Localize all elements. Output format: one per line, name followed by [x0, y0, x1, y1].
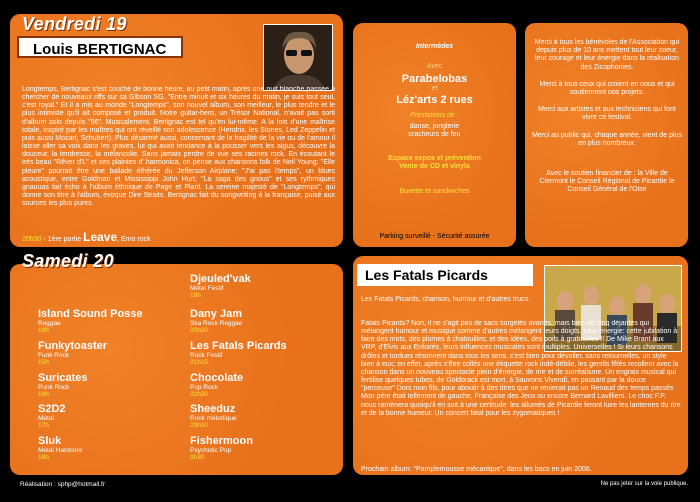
lineup-act — [190, 308, 242, 334]
prestations-text: danse, jonglerie cracheurs de feu — [408, 122, 461, 139]
fatals-name: Les Fatals Picards — [365, 267, 488, 283]
act-time: 19h — [190, 292, 201, 299]
prestations-label: Prestations de : — [410, 111, 459, 119]
bertignac-bio: Longtemps, Bertignac s'est couché de bonne heure, au petit matin, après une nuit blanche passée à chercher de nouveaux riffs sur sa Gibson SG. "Entre minuit et six heures du matin, je suis tout seul, c'est royal." Et il a mis au monde "Longtemps", son nouvel album, son meilleur, le plus tendre et le plus intimiste qu'il ait composé et produit. Notre guitar-hero, un Trésor National, n'avait pas sorti d'album solo depuis "96". Musicalement, Bertignac est tel qu'en lui-même. A la fois d'une maîtrise totale, inspiré par les maîtres qui ont réveillé son adolescence (Hendrix, les Stones, Led Zeppelin et puis aussi Mozart, Schubert). Plus désarmé aussi, concernant de la fragilité de la vie ou de l'amour il laisse aller sa voix dans les graves, lui qui avait tendance à la pousser vers les aigus, découvre la douceur, la tendresse, la mélancolie. Sans jamais perdre de vue ses racines rock. En écoutant le très beau "Rêver d'L" et ses plaintes d' harmonica, on pense aux chansons folk de Neil Young; "Elle pleure" pourrait être une ballade éthérée du Jefferson Airplane; "J'ai pas l'temps", un blues acoustique, entre Goldman et Mississippi John Hurt; "La saga des gnous" et ses rythmiques gnaouas fait écho à l'album éthnique de Page et Plant. La sereine majesté de "Longtemps", qui donne son titre à l'album, évoque Dire Straits. Bertignac fait du songwriting à la française, puisé aux sources les plus pures. — [22, 86, 335, 208]
act-name: Chocolate — [190, 372, 244, 384]
act-name: Funkytoaster — [38, 340, 108, 352]
lineup-act — [190, 273, 251, 299]
act-name: Suricates — [38, 372, 88, 384]
act-genre: Ska Rock Reggae — [190, 320, 243, 327]
fatals-bio: Fatals Picards? Non, il ne s'agit pas de sacs surgelés avariés, mais bien de cinq déjantés qui mélangent humour et musique comme d'autres mélangent leurs doigts. Leur énergie: cette jubilation à faire des mots, des plumes à chatouilles; et des idées, des poils à gratouilles !! De Mike Brant aux VRP, d'Elvis aux Enfoirés, leurs influences musicales sont multiples. Universelles ! Si leurs chansons drôles et tordues résonnent dans tous les sens, c'est bien pour dévoiler, sans retournelles, un style bien à eux; en effet, après s'être collés une étiquette rock indé-débile, les gentils fêlés recollent avec la chanson dans un nouveau spectacle plein d'énergie, de rire et de surréalisme. Un engrais musical qui fertilise quelques tubes, de Goldorack est mort, à Sauvons Vivendi, en passant par la douce "perceuse" Dors mon fils, pour aboutir à des titres que ne renierait pas un Renaud des temps passés Mon père était tellement de gauche, Française des Jeux ou encore Bernard Lavilliers. Le choc F.P. nous ramènera quoiqu'il en soit à une certitude: les allumés de Picardie feront luire les lanternes du rire et de la bonne humeur. Un concert fatal pour les zygomatiques ! — [361, 320, 681, 417]
act-genre: Rock Festif — [190, 352, 223, 359]
buvette-text: Buvette et sandwiches — [399, 187, 470, 195]
group-lezarts: Léz'arts 2 rues — [396, 93, 473, 106]
bertignac-name: Louis BERTIGNAC — [33, 41, 167, 58]
thanks-artists: Merci aux artistes et aux techniciens qui font vivre ce festival. — [538, 106, 676, 122]
bertignac-title — [17, 36, 183, 58]
expo-text: Espace expos et prévention Vente de CD et vinyls — [388, 155, 481, 171]
thanks-content — [532, 39, 682, 195]
bertignac-photo — [263, 24, 333, 91]
intermedes-heading: Intermèdes — [415, 43, 454, 50]
act-genre: Reggae — [38, 320, 61, 327]
lineup-act — [190, 372, 243, 398]
opener-genre: , Emo rock — [117, 236, 151, 243]
act-genre: Rock mélodique — [190, 415, 237, 422]
act-name: Dany Jam — [190, 308, 242, 320]
act-genre: Pop Rock — [190, 384, 219, 391]
act-time: 17h — [38, 422, 49, 429]
act-genre: Métal — [38, 415, 54, 422]
act-time: 22h30 — [190, 391, 209, 398]
et-label: et — [431, 85, 438, 93]
friday-schedule — [22, 230, 151, 244]
fatals-next-album: Prochain album: "Pamplemousse mécanique", dans les bacs en juin 2006. — [361, 466, 592, 473]
act-time: 0h30 — [190, 454, 205, 461]
fatals-intro: Les Fatals Picards, chanson, humour et d'autres trucs. — [361, 296, 531, 303]
opener-name: Leave — [83, 230, 118, 244]
group-parabelobas: Parabelobas — [401, 73, 468, 86]
act-time: 15h — [38, 359, 49, 366]
lineup-act — [38, 340, 107, 366]
act-name: Sluk — [38, 435, 62, 447]
act-genre: Punk Rock — [38, 384, 70, 391]
lineup-act — [190, 435, 253, 461]
act-name: Fishermoon — [190, 435, 253, 447]
act-genre: Psychotic Pop — [190, 447, 232, 454]
thanks-volunteers: Merci à tous les bénévoles de l'Association qui depuis plus de 10 ans mettent tout leur coeur, leur courage et leur énergie dans la réalisation des Zicophonies. — [534, 39, 680, 71]
act-time: 23h30 — [190, 422, 209, 429]
act-name: Djeuled'vak — [190, 273, 251, 285]
lineup-act — [38, 403, 66, 429]
saturday-day-title: Samedi 20 — [22, 251, 114, 271]
act-name: Island Sound Posse — [38, 308, 143, 320]
act-time: 18h — [38, 454, 49, 461]
act-genre: Métal Hardcore — [38, 447, 83, 454]
act-genre: Funk Rock — [38, 352, 70, 359]
lineup-act — [190, 403, 237, 429]
lineup-act — [190, 340, 287, 366]
friday-day-title: Vendredi 19 — [22, 14, 127, 34]
act-name: S2D2 — [38, 403, 66, 415]
intermedes-content — [353, 43, 516, 196]
act-name: Sheeduz — [190, 403, 236, 415]
thanks-sponsors: Avec le soutien financier de : la Ville de Clermont le Conseil Régional de Picardie le Conseil Général de l'Oise — [539, 170, 675, 194]
disclaimer: Ne pas jeter sur la voie publique. — [600, 481, 688, 487]
act-time: 20h30 — [190, 327, 209, 334]
friday-time: 20h30 — [22, 236, 42, 243]
thanks-public: Merci au public qui, chaque année, vient de plus en plus nombreux. — [532, 131, 682, 147]
first-part-label: - 1ère partie — [43, 236, 82, 243]
realisation-credit: Réalisation : sphp@hotmail.fr — [20, 481, 105, 488]
thanks-supporters: Merci à tous ceux qui croient en nous et qui soutiennent nos projets. — [539, 80, 675, 97]
fatals-title — [357, 264, 533, 286]
avec-label: Avec — [426, 63, 443, 71]
act-name: Les Fatals Picards — [190, 340, 287, 352]
act-time: 16h — [38, 391, 49, 398]
lineup-act — [38, 308, 143, 334]
act-genre: Métal Festif — [190, 285, 224, 292]
lineup-act — [38, 435, 82, 461]
lineup-act — [38, 372, 88, 398]
parking-text: Parking surveillé - Sécurité assurée — [379, 233, 490, 240]
act-time: 21h15 — [190, 359, 209, 366]
act-time: 19h — [38, 327, 49, 334]
